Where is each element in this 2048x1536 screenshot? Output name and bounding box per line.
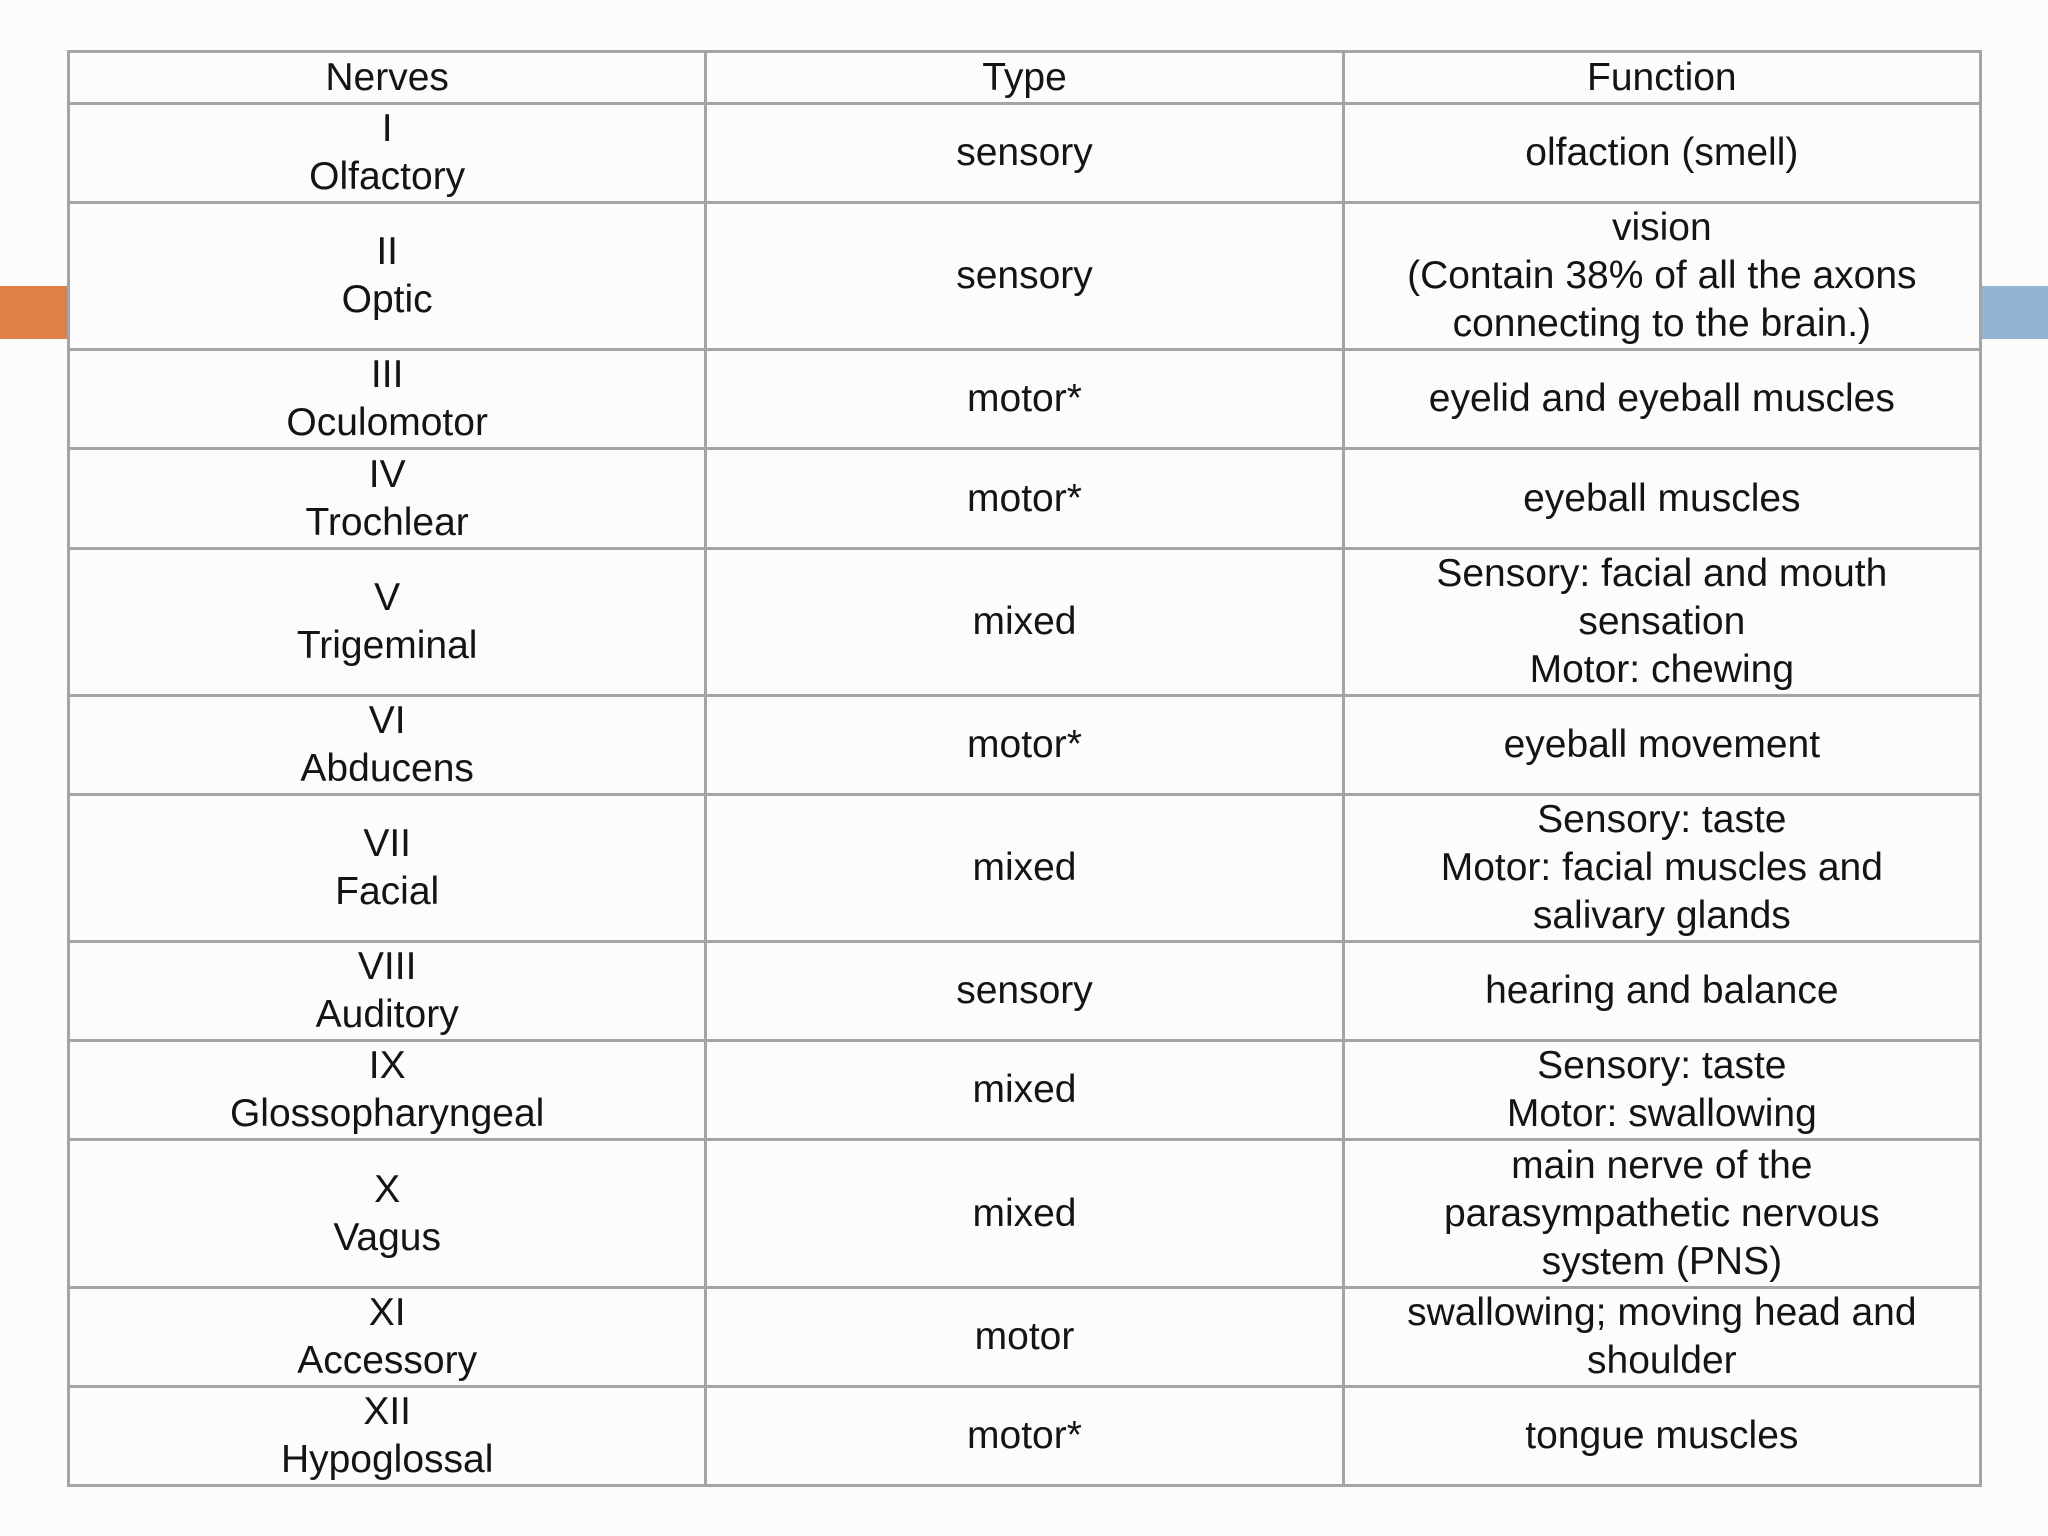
function-line: eyelid and eyeball muscles — [1428, 377, 1895, 421]
function-line: Motor: chewing — [1529, 647, 1795, 691]
table-row — [69, 104, 1981, 203]
type-cell: motor* — [706, 695, 1343, 794]
type-cell: mixed — [706, 1041, 1343, 1140]
header-row — [69, 52, 1981, 104]
nerve-name: Trigeminal — [296, 623, 478, 667]
table-row — [69, 1386, 1981, 1485]
nerve-cell — [69, 1287, 706, 1386]
table-row — [69, 1140, 1981, 1287]
nerve-name: Optic — [341, 278, 433, 322]
type-cell: motor* — [706, 350, 1343, 449]
nerve-name: Auditory — [315, 993, 459, 1037]
function-line: vision — [1611, 206, 1712, 250]
function-cell — [1343, 695, 1980, 794]
function-cell — [1343, 942, 1980, 1041]
type-cell: motor* — [706, 1386, 1343, 1485]
nerve-numeral: VI — [368, 698, 406, 742]
table-row — [69, 350, 1981, 449]
function-line: Sensory: facial and mouth — [1436, 551, 1888, 595]
nerve-numeral: II — [376, 230, 398, 274]
function-cell — [1343, 794, 1980, 941]
function-line: swallowing; moving head and — [1407, 1290, 1917, 1334]
nerve-numeral: III — [370, 353, 404, 397]
header-type: Type — [706, 52, 1343, 104]
type-cell: motor — [706, 1287, 1343, 1386]
type-cell: sensory — [706, 942, 1343, 1041]
nerve-numeral: V — [374, 575, 401, 619]
nerve-cell — [69, 942, 706, 1041]
nerve-numeral: I — [381, 107, 393, 151]
function-cell — [1343, 449, 1980, 548]
nerve-numeral: XII — [363, 1389, 411, 1433]
table-row — [69, 548, 1981, 695]
function-line: connecting to the brain.) — [1452, 302, 1872, 346]
nerve-name: Oculomotor — [286, 401, 488, 445]
function-line: sensation — [1578, 599, 1746, 643]
nerve-numeral: X — [374, 1167, 401, 1211]
nerve-cell — [69, 449, 706, 548]
nerve-name: Glossopharyngeal — [229, 1092, 545, 1136]
nerve-name: Olfactory — [309, 155, 466, 199]
nerve-name: Abducens — [300, 746, 474, 790]
nerve-cell — [69, 203, 706, 350]
header-nerves: Nerves — [69, 52, 706, 104]
nerve-name: Facial — [335, 870, 440, 914]
function-line: Sensory: taste — [1537, 1044, 1787, 1088]
function-line: (Contain 38% of all the axons — [1407, 254, 1917, 298]
table-row — [69, 203, 1981, 350]
function-line: Sensory: taste — [1537, 798, 1787, 842]
type-cell: sensory — [706, 203, 1343, 350]
header-function: Function — [1343, 52, 1980, 104]
function-cell — [1343, 350, 1980, 449]
nerve-numeral: IX — [368, 1044, 406, 1088]
function-cell — [1343, 1140, 1980, 1287]
type-cell: mixed — [706, 1140, 1343, 1287]
function-line: tongue muscles — [1525, 1413, 1799, 1457]
nerve-name: Hypoglossal — [280, 1437, 494, 1481]
nerve-cell — [69, 104, 706, 203]
nerve-numeral: IV — [368, 452, 406, 496]
nerve-cell — [69, 1041, 706, 1140]
function-cell — [1343, 1041, 1980, 1140]
nerve-numeral: VII — [363, 822, 411, 866]
function-cell — [1343, 1287, 1980, 1386]
function-line: salivary glands — [1532, 894, 1791, 938]
function-line: eyeball muscles — [1523, 476, 1801, 520]
nerve-cell — [69, 1386, 706, 1485]
table-row — [69, 449, 1981, 548]
accent-bar-right — [1980, 286, 2048, 339]
nerve-cell — [69, 794, 706, 941]
cranial-nerves-table — [67, 50, 1982, 1487]
table-row — [69, 942, 1981, 1041]
nerve-name: Trochlear — [305, 500, 469, 544]
function-line: Motor: swallowing — [1506, 1092, 1817, 1136]
table-row — [69, 1041, 1981, 1140]
nerve-cell — [69, 695, 706, 794]
function-cell — [1343, 548, 1980, 695]
table-row — [69, 695, 1981, 794]
nerve-cell — [69, 548, 706, 695]
type-cell: mixed — [706, 794, 1343, 941]
function-cell — [1343, 104, 1980, 203]
type-cell: sensory — [706, 104, 1343, 203]
accent-bar-left — [0, 286, 68, 339]
function-cell — [1343, 203, 1980, 350]
nerve-name: Accessory — [297, 1338, 478, 1382]
nerve-cell — [69, 350, 706, 449]
table-row — [69, 794, 1981, 941]
type-cell: mixed — [706, 548, 1343, 695]
function-line: eyeball movement — [1503, 722, 1821, 766]
function-line: Motor: facial muscles and — [1440, 846, 1883, 890]
type-cell: motor* — [706, 449, 1343, 548]
function-line: parasympathetic nervous — [1443, 1191, 1880, 1235]
function-line: shoulder — [1587, 1338, 1737, 1382]
nerve-cell — [69, 1140, 706, 1287]
function-cell — [1343, 1386, 1980, 1485]
function-line: hearing and balance — [1485, 969, 1839, 1013]
function-line: olfaction (smell) — [1525, 131, 1799, 175]
function-line: system (PNS) — [1541, 1239, 1783, 1283]
nerve-numeral: VIII — [357, 945, 417, 989]
table-row — [69, 1287, 1981, 1386]
function-line: main nerve of the — [1511, 1143, 1813, 1187]
nerve-numeral: XI — [368, 1290, 406, 1334]
nerve-name: Vagus — [333, 1215, 442, 1259]
